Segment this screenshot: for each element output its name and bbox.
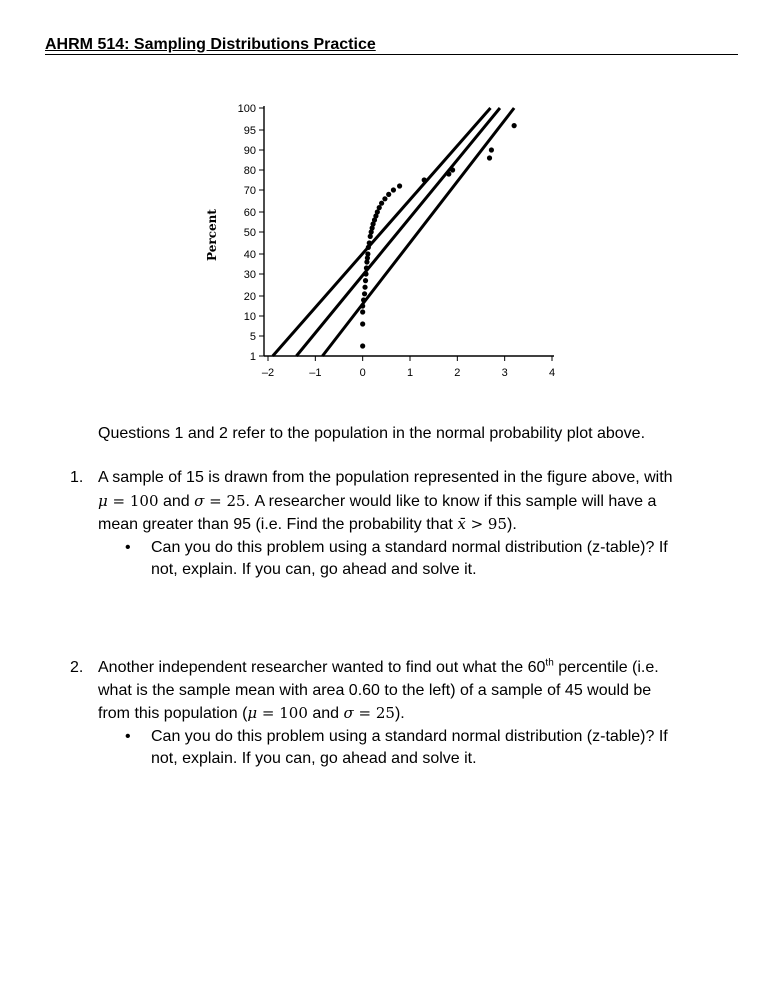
data-point [379,201,384,206]
x-tick-label: 4 [548,367,556,379]
x-tick-label: –2 [261,367,275,379]
y-tick-label: 70 [243,185,256,197]
x-tick-label: –1 [309,367,322,379]
y-tick-label: 100 [237,103,256,115]
y-tick-label: 95 [243,125,256,137]
data-point [391,187,396,192]
data-point [446,171,451,176]
normal-probability-plot [200,100,560,390]
data-point [386,192,391,197]
x-tick-labels [262,367,555,379]
data-point [360,303,365,308]
q2-line-1: Another independent researcher wanted to find out what the 60th percentile (i.e. [98,657,659,676]
y-tick-label: 60 [243,207,256,219]
data-point [422,177,427,182]
data-point [512,123,517,128]
data-point [362,291,367,296]
q2-bullet-line-1: Can you do this problem using a standard normal distribution (z-table)? If [151,727,668,745]
data-point [360,343,365,348]
data-point [382,196,387,201]
data-point [362,285,367,290]
q1-line-2: μ = 100 and σ = 25. A researcher would like to know if this sample will have a [98,491,657,510]
y-tick-label: 5 [249,331,256,343]
y-tick-label: 1 [249,351,256,363]
bullet-icon: • [125,727,131,745]
q1-bullet [125,537,750,582]
data-point [368,234,373,239]
question-1-body [98,467,750,537]
data-point [365,251,370,256]
data-point [364,265,369,270]
data-point [360,321,365,326]
y-tick-label: 50 [243,227,256,239]
question-2-number: 2. [70,659,84,676]
plot-lines [273,108,514,356]
q2-bullet-line-2: not, explain. If you can, go ahead and solve it. [151,750,477,767]
y-axis-label: Percent [205,209,219,261]
intro-text: Questions 1 and 2 refer to the population in the normal probability plot above. [98,425,646,442]
data-point [367,240,372,245]
data-point [489,147,494,152]
data-point [363,278,368,283]
y-tick-label: 80 [243,165,256,177]
data-point [366,245,371,250]
data-point [377,205,382,210]
plot-points [360,123,517,349]
x-tick-label: 0 [359,367,366,379]
data-point [450,167,455,172]
q2-line-2: what is the sample mean with area 0.60 to the left) of a sample of 45 would be [98,681,652,699]
q1-bullet-line-1: Can you do this problem using a standard normal distribution (z-table)? If [151,538,668,556]
y-tick-labels [238,103,256,363]
upper-band [322,108,514,356]
x-tick-label: 2 [454,367,461,379]
x-tick-label: 1 [406,367,414,379]
y-tick-label: 90 [243,145,256,157]
data-point [361,297,366,302]
question-2-body [98,657,750,726]
data-point [360,309,365,314]
fit-line [296,108,500,356]
data-point [363,271,368,276]
bullet-icon: • [125,538,131,556]
x-tick-label: 3 [501,367,508,379]
lower-band [273,108,491,356]
q2-bullet [125,726,750,771]
data-point [487,155,492,160]
data-point [397,183,402,188]
y-tick-label: 20 [243,291,256,303]
q2-line-3: from this population (μ = 100 and σ = 25). [98,704,405,722]
y-tick-label: 40 [243,249,256,261]
y-tick-label: 30 [243,269,256,281]
question-1-number: 1. [70,469,84,486]
question-2 [70,657,750,771]
page-title-text: AHRM 514: Sampling Distributions Practice [45,36,376,53]
q1-line-1: A sample of 15 is drawn from the population represented in the figure above, with [98,469,673,486]
q1-line-3: mean greater than 95 (i.e. Find the probability that x̄ > 95). [98,515,517,533]
y-tick-label: 10 [243,311,256,323]
q1-bullet-line-2: not, explain. If you can, go ahead and solve it. [151,561,477,578]
question-1 [70,467,750,582]
page-title [45,36,738,55]
